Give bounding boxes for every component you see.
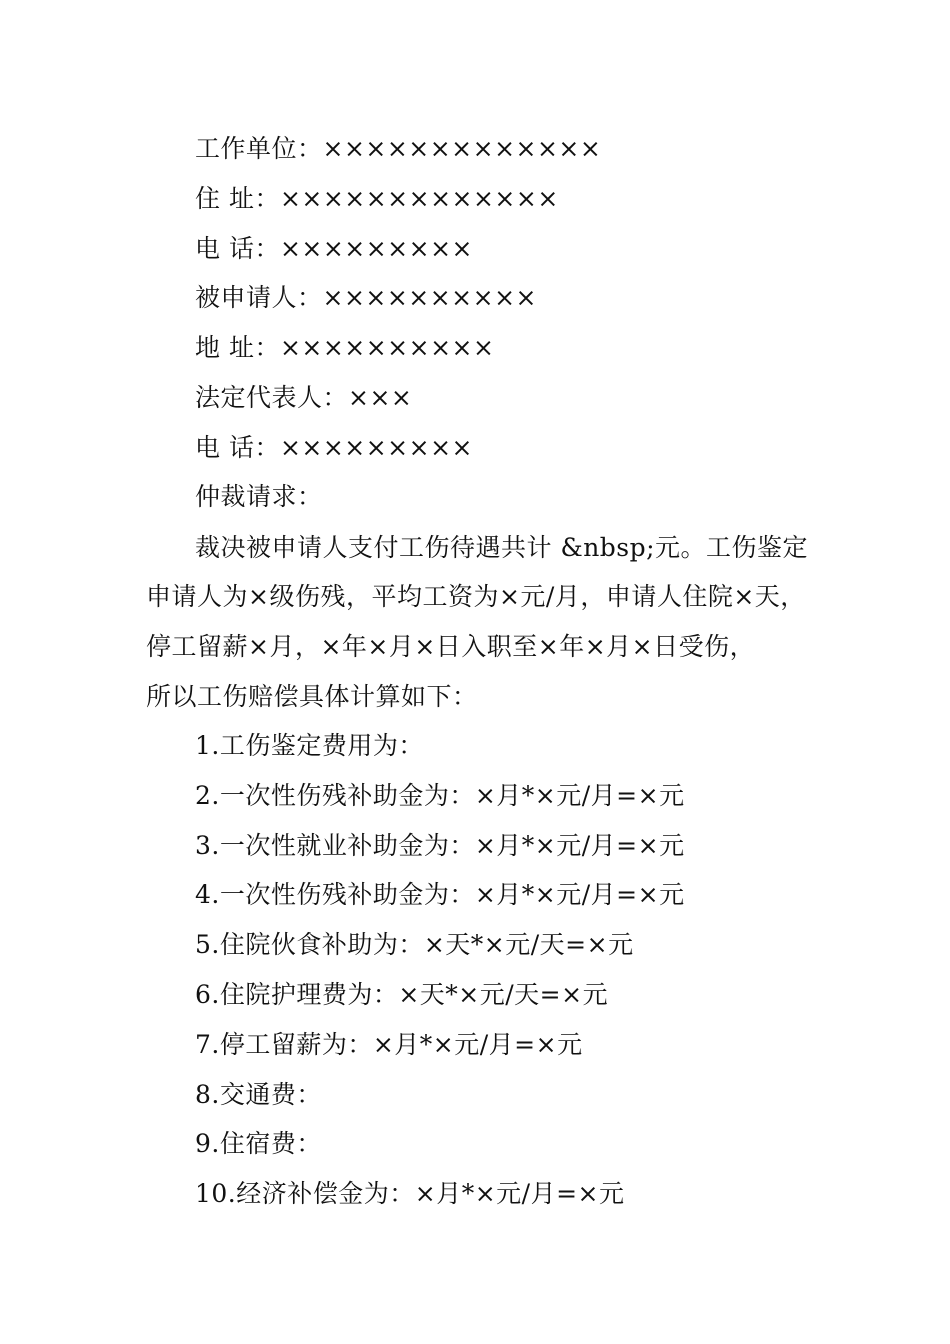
claim-item: 5.住院伙食补助为：×天*×元/天=×元 [195,930,634,959]
applicant-address-line: 住 址：××××××××××××× [195,184,559,213]
claim-item: 10.经济补偿金为：×月*×元/月=×元 [195,1179,625,1208]
claims-paragraph-line: 所以工伤赔偿具体计算如下： [146,682,478,711]
claim-item: 8.交通费： [195,1080,322,1109]
claim-item: 6.住院护理费为：×天*×元/天=×元 [195,980,609,1009]
claim-item: 9.住宿费： [195,1129,322,1158]
claims-paragraph-line: 申请人为×级伤残，平均工资为×元/月，申请人住院×天， [146,582,806,611]
claims-paragraph-line: 裁决被申请人支付工伤待遇共计 &nbsp;元。工伤鉴定 [195,533,809,562]
respondent-address-line: 地 址：×××××××××× [195,333,495,362]
applicant-phone-line: 电 话：××××××××× [195,234,473,263]
claims-paragraph-line: 停工留薪×月，×年×月×日入职至×年×月×日受伤， [146,632,756,661]
claim-item: 7.停工留薪为：×月*×元/月=×元 [195,1030,583,1059]
claims-heading: 仲裁请求： [195,482,323,511]
work-unit-line: 工作单位：××××××××××××× [195,134,602,163]
claim-item: 4.一次性伤残补助金为：×月*×元/月=×元 [195,880,685,909]
legal-representative-line: 法定代表人：××× [195,383,413,412]
respondent-line: 被申请人：×××××××××× [195,283,537,312]
claim-item: 3.一次性就业补助金为：×月*×元/月=×元 [195,831,685,860]
respondent-phone-line: 电 话：××××××××× [195,433,473,462]
claim-item: 1.工伤鉴定费用为： [195,731,424,760]
claim-item: 2.一次性伤残补助金为：×月*×元/月=×元 [195,781,685,810]
